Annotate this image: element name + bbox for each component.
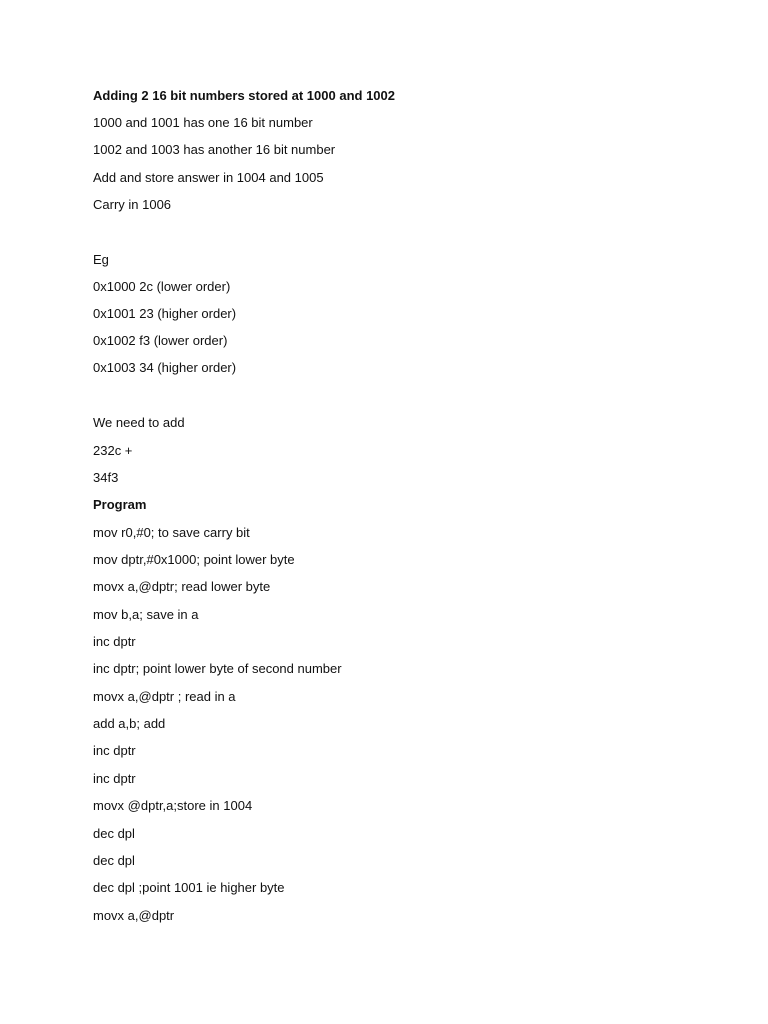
program-heading: Program xyxy=(93,497,147,512)
add-line: 34f3 xyxy=(93,470,119,485)
program-line: add a,b; add xyxy=(93,716,166,731)
program-line: mov r0,#0; to save carry bit xyxy=(93,525,250,540)
description-line: 1000 and 1001 has one 16 bit number xyxy=(93,115,313,130)
description-line: 1002 and 1003 has another 16 bit number xyxy=(93,142,336,157)
add-heading: We need to add xyxy=(93,415,185,430)
add-line: 232c + xyxy=(93,443,133,458)
example-line: 0x1001 23 (higher order) xyxy=(93,306,237,321)
program-line: dec dpl ;point 1001 ie higher byte xyxy=(93,880,285,895)
program-line: dec dpl xyxy=(93,826,135,841)
program-line: inc dptr xyxy=(93,743,136,758)
example-line: 0x1000 2c (lower order) xyxy=(93,279,231,294)
description-line: Add and store answer in 1004 and 1005 xyxy=(93,170,324,185)
example-line: 0x1002 f3 (lower order) xyxy=(93,333,228,348)
program-line: mov dptr,#0x1000; point lower byte xyxy=(93,552,295,567)
program-line: mov b,a; save in a xyxy=(93,607,199,622)
program-line: movx a,@dptr ; read in a xyxy=(93,689,236,704)
program-line: movx a,@dptr xyxy=(93,908,175,923)
example-heading: Eg xyxy=(93,252,109,267)
program-line: inc dptr; point lower byte of second number xyxy=(93,661,342,676)
description-line: Carry in 1006 xyxy=(93,197,172,212)
program-line: inc dptr xyxy=(93,771,136,786)
program-line: movx @dptr,a;store in 1004 xyxy=(93,798,253,813)
example-line: 0x1003 34 (higher order) xyxy=(93,360,237,375)
program-line: inc dptr xyxy=(93,634,136,649)
document-title: Adding 2 16 bit numbers stored at 1000 and 1002 xyxy=(93,88,395,103)
program-line: movx a,@dptr; read lower byte xyxy=(93,579,271,594)
program-line: dec dpl xyxy=(93,853,135,868)
